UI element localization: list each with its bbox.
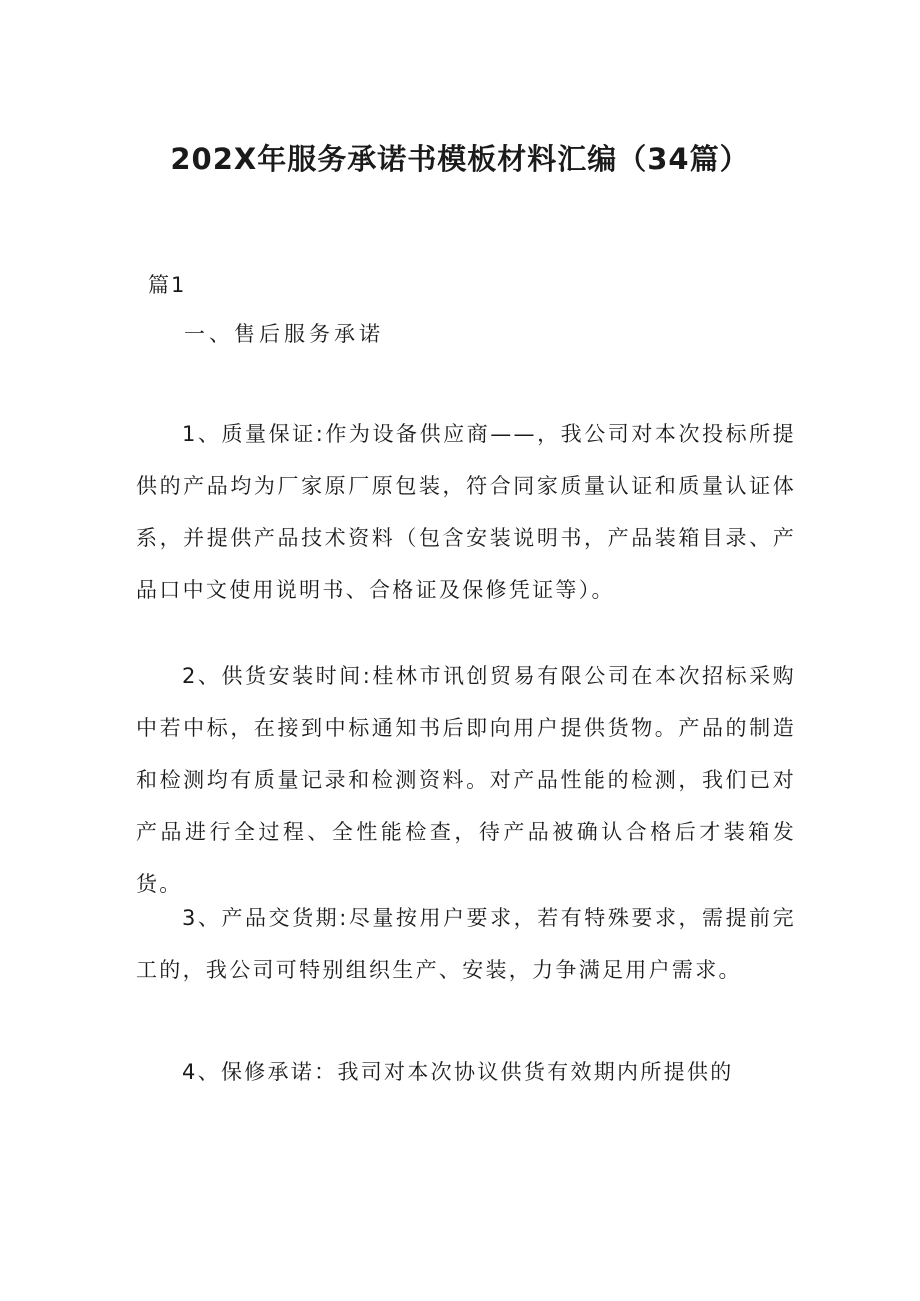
paragraph-quality-guarantee: 1、质量保证:作为设备供应商——，我公司对本次投标所提供的产品均为厂家原厂原包装，符合同家质量认证和质量认证体系，并提供产品技术资料（包含安装说明书，产品装箱目录、产品口中文使用说明书、合格证及保修凭证等）。 bbox=[136, 422, 796, 602]
paragraph-delivery-period: 3、产品交货期:尽量按用户要求，若有特殊要求，需提前完工的，我公司可特别组织生产、安装，力争满足用户需求。 bbox=[136, 906, 796, 982]
document-title: 202X年服务承诺书模板材料汇编（34篇） bbox=[170, 142, 750, 176]
part-label: 篇1 bbox=[148, 273, 187, 297]
section-heading: 一、售后服务承诺 bbox=[184, 322, 384, 346]
paragraph-warranty-promise: 4、保修承诺：我司对本次协议供货有效期内所提供的 bbox=[182, 1060, 734, 1084]
paragraph-delivery-installation-time: 2、供货安装时间:桂林市讯创贸易有限公司在本次招标采购中若中标，在接到中标通知书后即向用户提供货物。产品的制造和检测均有质量记录和检测资料。对产品性能的检测，我们已对产品进行全过程、全性能检查，待产品被确认合格后才装箱发货。 bbox=[136, 664, 796, 896]
